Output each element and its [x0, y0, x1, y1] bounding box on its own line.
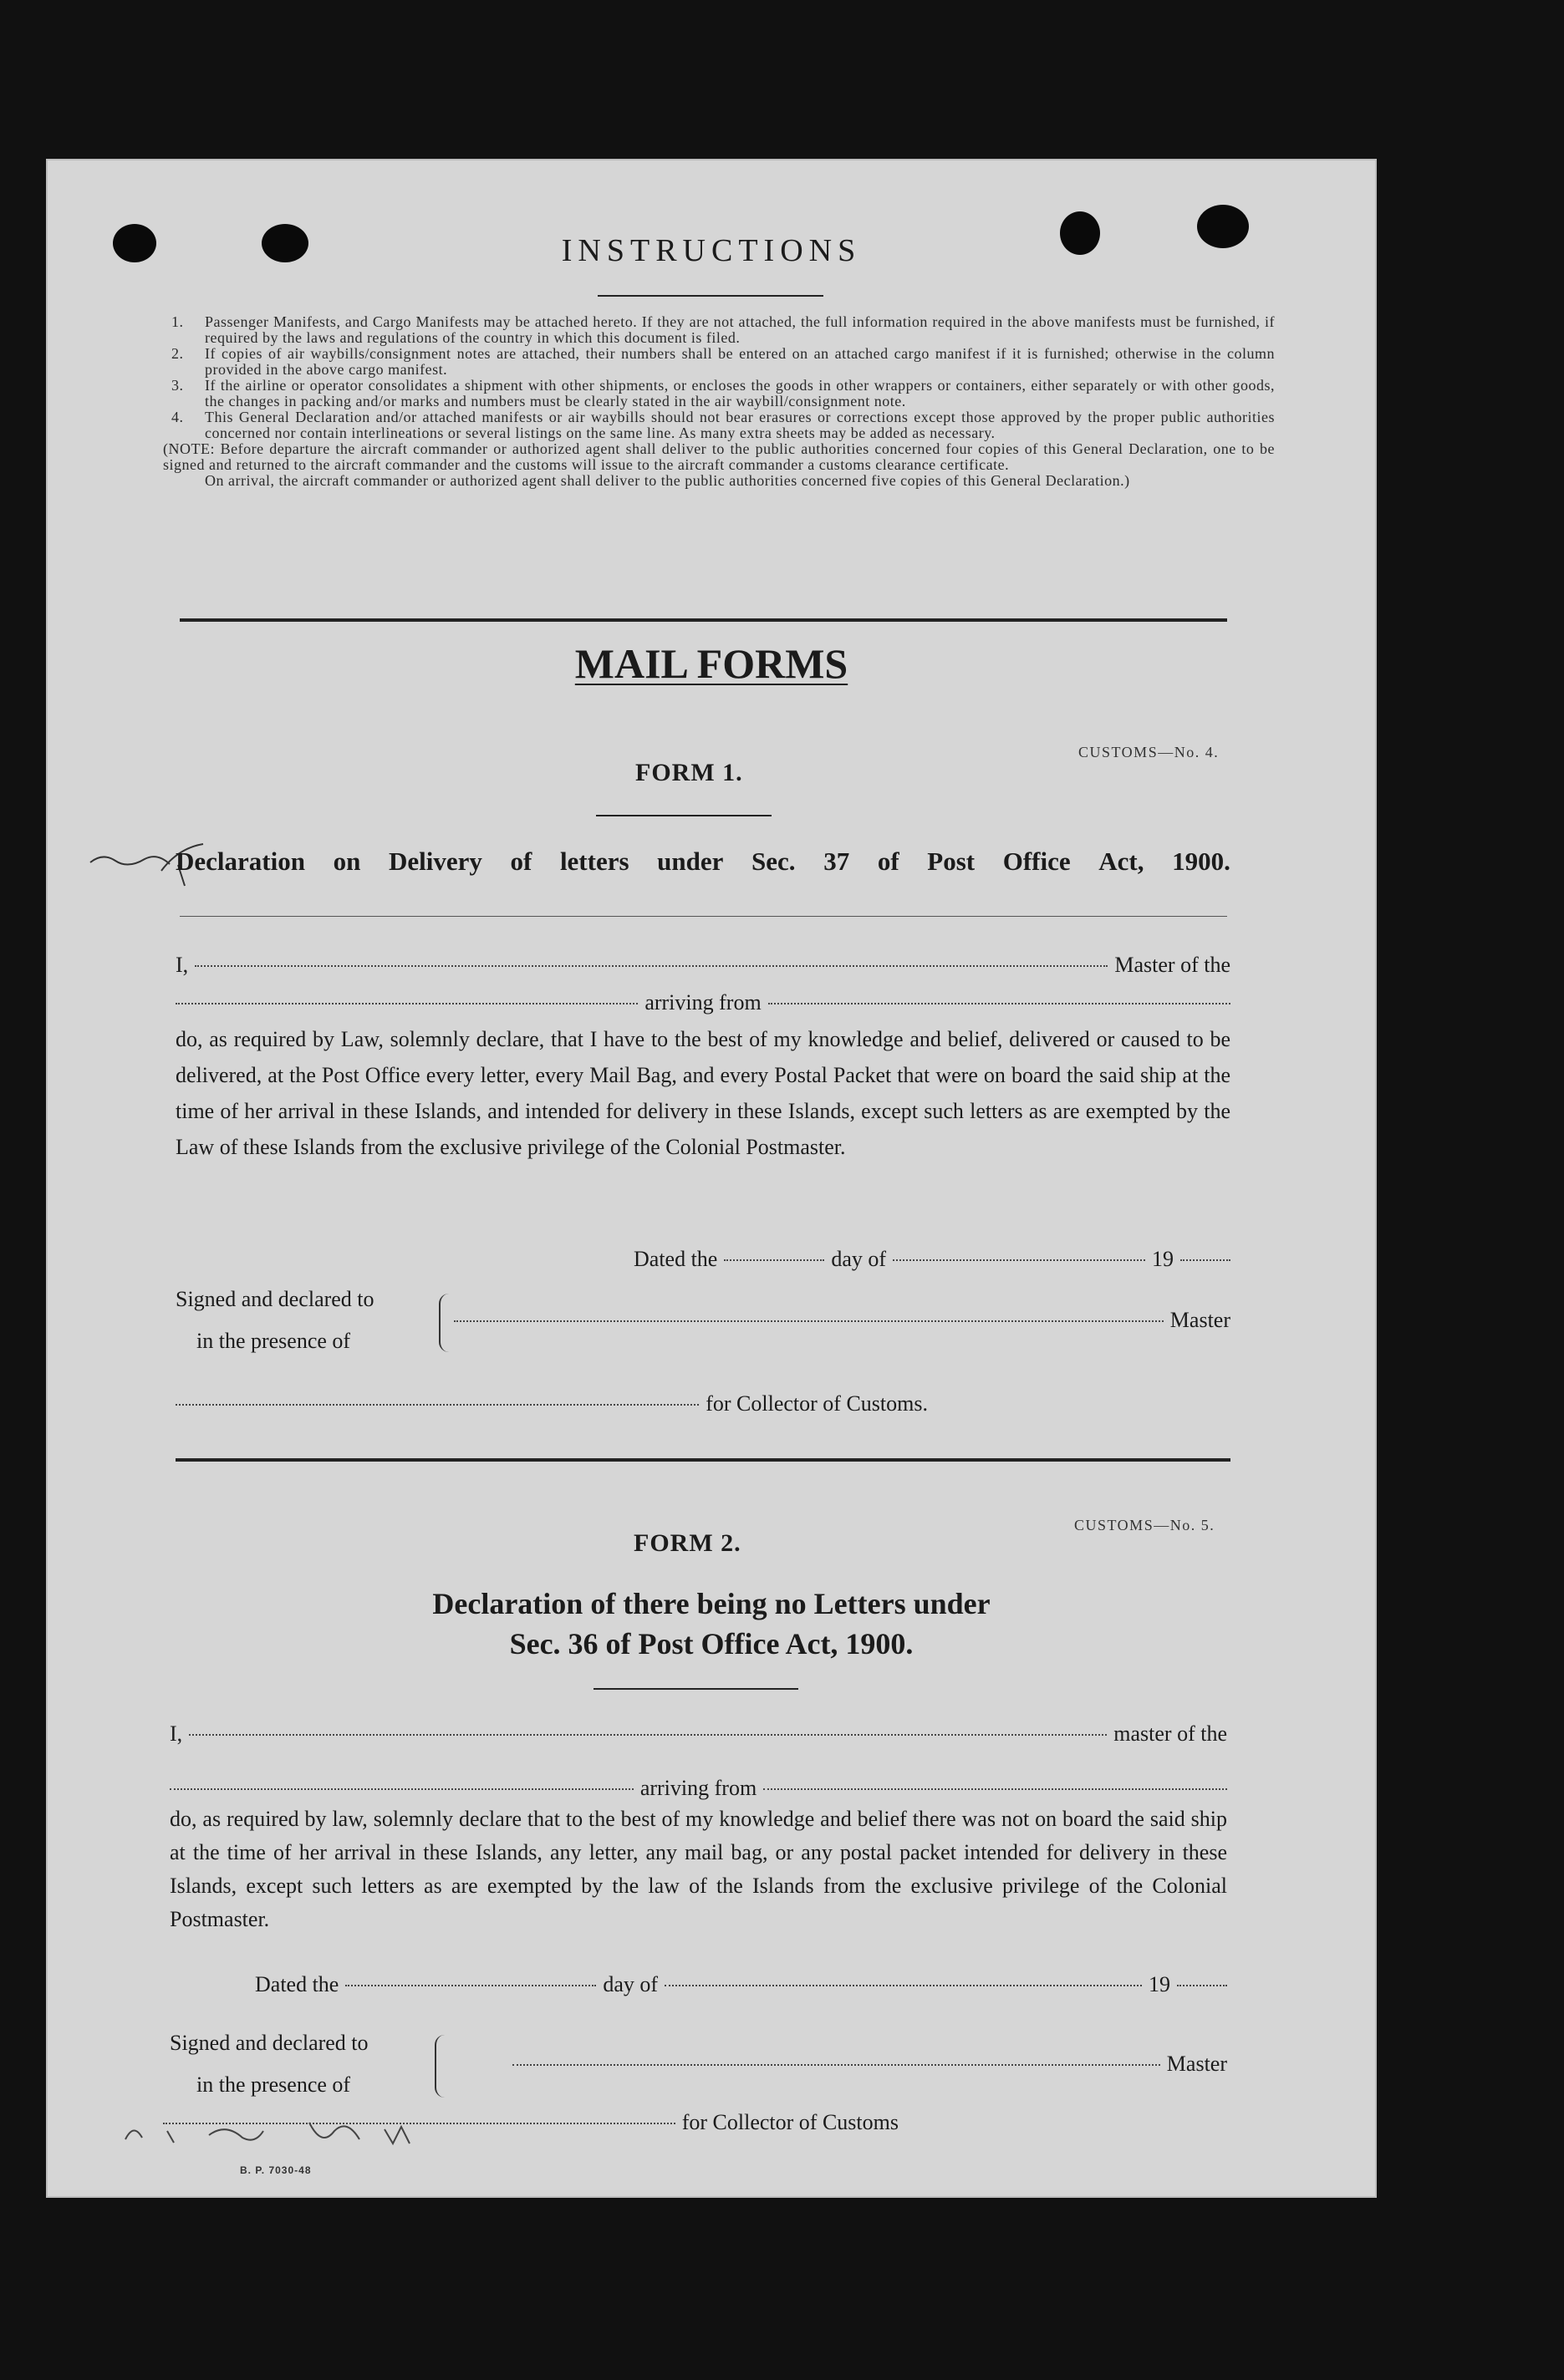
decl-word: 1900. — [1172, 847, 1230, 876]
collector-signature-field[interactable] — [163, 2122, 675, 2124]
instruction-item-1: 1. Passenger Manifests, and Cargo Manifests may be attached hereto. If they are not attached, the full information required in the above manifests must be furnished, if required by the laws and regulations of the country in which this document is filed. — [171, 313, 1275, 346]
instruction-item-3: 3. If the airline or operator consolidates a shipment with other shipments, or encloses the goods in other wrappers or containers, either separately or with other goods, the changes in packing and/or marks and numbers must be clearly stated in the air waybill/consignment note. — [171, 377, 1275, 409]
name-field[interactable] — [195, 964, 1108, 967]
form1-signed-label-2: in the presence of — [196, 1329, 351, 1353]
form2-signed-label-2: in the presence of — [196, 2072, 351, 2097]
master-signature-field[interactable] — [512, 2063, 1160, 2066]
form1-declaration-title — [176, 847, 1230, 877]
master-signature-field[interactable] — [454, 1320, 1164, 1322]
decl-word: Office — [1002, 847, 1071, 876]
arriving-from-field[interactable] — [768, 1002, 1230, 1004]
form1-dated-line: Dated the day of 19 — [634, 1247, 1230, 1272]
instructions-list — [163, 313, 1275, 489]
form1-customs-number: CUSTOMS—No. 4. — [1078, 744, 1220, 760]
form2-brace — [435, 2035, 445, 2098]
document-page — [46, 159, 1377, 2198]
decl-word: 37 — [823, 847, 850, 876]
instruction-note-arrival: On arrival, the aircraft commander or authorized agent shall deliver to the public authorities concerned five copies of this General Declaration.) — [205, 472, 1130, 489]
decl-word: on — [333, 847, 361, 876]
form1-title-underline — [596, 815, 772, 816]
form2-dated-line: Dated the day of 19 — [255, 1972, 1227, 1997]
form1-declaration-rule — [180, 916, 1227, 917]
decl-word: of — [510, 847, 532, 876]
collector-signature-field[interactable] — [176, 1403, 699, 1406]
form2-body-text: do, as required by law, solemnly declare that to the best of my knowledge and belief there was not on board the said ship at the time of her arrival in these Islands, any letter, any mail bag, or any postal packet intended for delivery in these Islands, except such letters as are exempted by the law of the Islands from the exclusive privilege of the Colonial Postmaster. — [170, 1807, 1227, 1931]
footer-form-code: B. P. 7030-48 — [240, 2164, 312, 2176]
section-divider-middle — [176, 1458, 1230, 1462]
form2-title-underline — [594, 1688, 798, 1690]
mail-forms-title: MAIL FORMS — [574, 640, 848, 687]
form1-body-text: do, as required by Law, solemnly declare, that I have to the best of my knowledge and belief, delivered or caused to be delivered, at the Post Office every letter, every Mail Bag, and every Postal Packet that were on board the said ship at the time of her arrival in these Islands, and intended for delivery in these Islands, except such letters as are exempted by the Law of these Islands from the exclusive privilege of the Colonial Postmaster. — [176, 1027, 1230, 1159]
form1-signed-label-1: Signed and declared to — [176, 1287, 374, 1311]
dated-day-field[interactable] — [345, 1984, 596, 1986]
instruction-item-4: 4. This General Declaration and/or attached manifests or air waybills should not bear erasures or corrections except those approved by the proper public authorities concerned nor contain interlineations or several listings on the same line. As many extra sheets may be added as necessary. — [171, 409, 1275, 441]
form1-name-line: I, Master of the — [176, 953, 1230, 977]
decl-word: Declaration — [176, 847, 305, 876]
form2-title: FORM 2. — [634, 1529, 741, 1557]
decl-word: Post — [927, 847, 976, 876]
form2-arriving-line: arriving from — [170, 1776, 1227, 1801]
dated-month-field[interactable] — [893, 1259, 1145, 1261]
decl-word: under — [657, 847, 724, 876]
form1-arriving-line: arriving from — [176, 990, 1230, 1015]
arriving-from-field[interactable] — [763, 1788, 1227, 1790]
form2-collector-line: for Collector of Customs — [163, 2110, 899, 2135]
ship-name-field[interactable] — [170, 1788, 634, 1790]
decl-word: letters — [559, 847, 629, 876]
dated-day-field[interactable] — [724, 1259, 824, 1261]
form2-signed-label-1: Signed and declared to — [170, 2031, 369, 2055]
instructions-underline — [598, 295, 823, 297]
decl-word: of — [877, 847, 899, 876]
decl-word: Delivery — [388, 847, 482, 876]
dated-year-field[interactable] — [1177, 1984, 1227, 1986]
decl-word: Sec. — [751, 847, 796, 876]
ship-name-field[interactable] — [176, 1002, 638, 1004]
instructions-title: INSTRUCTIONS — [561, 233, 862, 268]
form2-customs-number: CUSTOMS—No. 5. — [1074, 1517, 1215, 1533]
instruction-note: (NOTE: Before departure the aircraft commander or authorized agent shall deliver to the public authorities concerned four copies of this General Declaration, one to be signed and returned to the aircraft commander and the customs will issue to the aircraft commander a customs clearance certificate. — [163, 440, 1275, 473]
name-field[interactable] — [189, 1733, 1107, 1736]
form1-title: FORM 1. — [635, 759, 743, 786]
form1-collector-line: for Collector of Customs. — [176, 1391, 928, 1416]
form1-master-line: Master — [447, 1308, 1230, 1333]
dated-month-field[interactable] — [665, 1984, 1142, 1986]
form2-name-line: I, master of the — [170, 1721, 1227, 1746]
dated-year-field[interactable] — [1180, 1259, 1230, 1261]
instruction-item-2: 2. If copies of air waybills/consignment notes are attached, their numbers shall be entered on an attached cargo manifest if it is furnished; otherwise in the column provided in the above cargo manifest. — [171, 345, 1275, 378]
form2-declaration-title: Declaration of there being no Letters under Sec. 36 of Post Office Act, 1900. — [432, 1587, 991, 1660]
form2-master-line: Master — [506, 2052, 1227, 2077]
decl-word: Act, — [1098, 847, 1144, 876]
section-divider-top — [180, 618, 1227, 622]
